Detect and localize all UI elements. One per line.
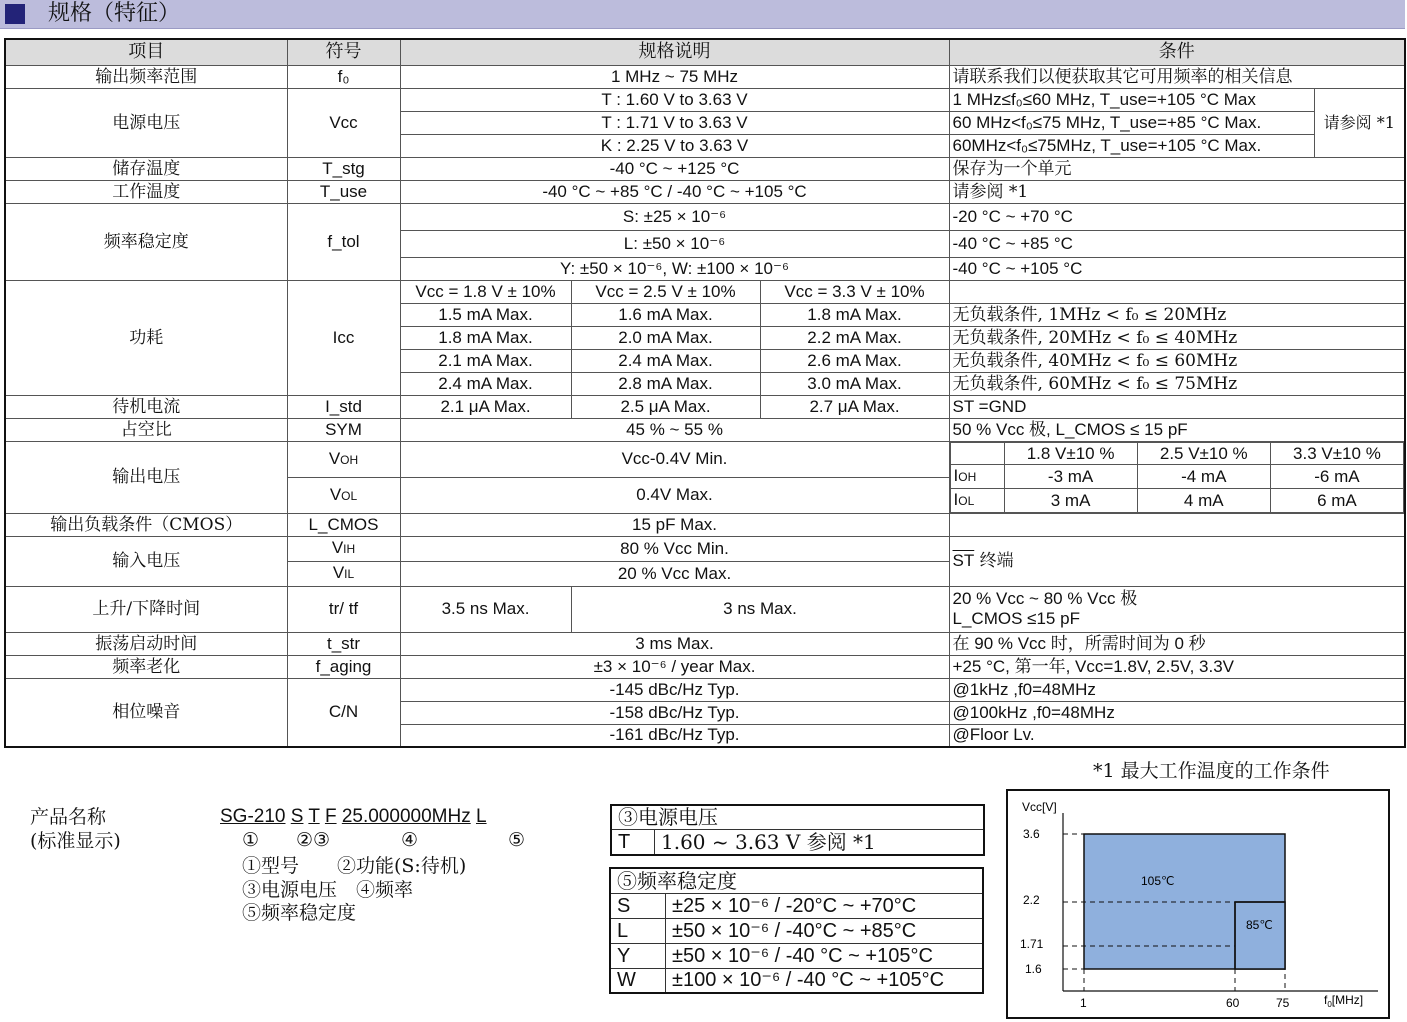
- y-tick: 2.2: [1023, 893, 1040, 907]
- ftol-value: ±50 × 10⁻⁶ / -40 °C ~ +105°C: [666, 943, 984, 968]
- operating-range-diagram: [1006, 789, 1390, 1019]
- ioh-val: -4 mA: [1137, 464, 1270, 488]
- istd-val: 2.5 μA Max.: [571, 395, 760, 418]
- iol-val: 3 mA: [1004, 488, 1137, 512]
- item: 输出频率范围: [5, 65, 287, 88]
- item: 工作温度: [5, 180, 287, 203]
- oc-head: 1.8 V±10 %: [1004, 442, 1137, 464]
- y-tick: 1.6: [1025, 962, 1042, 976]
- model-code: SG-210 S T F 25.000000MHz L: [220, 806, 487, 827]
- spec: 20 % Vcc Max.: [400, 561, 949, 586]
- row-sym: [5, 418, 1405, 441]
- icc-val: 1.8 mA Max.: [400, 326, 571, 349]
- vcc-code: T: [611, 829, 655, 855]
- spec: K : 2.25 V to 3.63 V: [400, 134, 949, 157]
- x-tick: 60: [1226, 996, 1240, 1010]
- header-cond: 条件: [949, 39, 1405, 65]
- cond-empty: [949, 280, 1405, 303]
- cond: -40 °C ~ +105 °C: [949, 257, 1405, 280]
- region-85c: [1235, 902, 1285, 969]
- cond: 请联系我们以便获取其它可用频率的相关信息: [949, 65, 1405, 88]
- section-header: [0, 0, 1405, 29]
- ftol-code: L: [610, 918, 666, 943]
- symbol: f_tol: [287, 203, 400, 280]
- symbol: f_aging: [287, 655, 400, 678]
- spec: 3 ms Max.: [400, 632, 949, 655]
- symbol: tr/ tf: [287, 586, 400, 632]
- row-lcmos: [5, 513, 1405, 536]
- spec: 15 pF Max.: [400, 513, 949, 536]
- product-name-label: 产品名称 (标准显示): [30, 806, 121, 852]
- symbol: L_CMOS: [287, 513, 400, 536]
- iol-label: IOL: [950, 488, 1004, 512]
- y-axis-label: Vcc[V]: [1022, 800, 1057, 814]
- oc-blank: [950, 442, 1004, 464]
- spec: T : 1.71 V to 3.63 V: [400, 111, 949, 134]
- operating-range-svg: [1008, 791, 1388, 1017]
- spec: -40 °C ~ +85 °C / -40 °C ~ +105 °C: [400, 180, 949, 203]
- cond: 60 MHz<f₀≤75 MHz, T_use=+85 °C Max.: [949, 111, 1314, 134]
- cond: 20 % Vcc ~ 80 % Vcc 极 L_CMOS ≤15 pF: [949, 586, 1405, 632]
- vcc-code-table: [610, 804, 985, 856]
- item: 振荡启动时间: [5, 632, 287, 655]
- cond: ST =GND: [949, 395, 1405, 418]
- symbol: SYM: [287, 418, 400, 441]
- item: 输出负载条件（CMOS）: [5, 513, 287, 536]
- region-105c-label: 105℃: [1141, 874, 1175, 888]
- cond: @1kHz ,f0=48MHz: [949, 678, 1405, 701]
- spec: L: ±50 × 10⁻⁶: [400, 230, 949, 257]
- istd-val: 2.7 μA Max.: [760, 395, 949, 418]
- row-vih: [5, 536, 1405, 561]
- istd-val: 2.1 μA Max.: [400, 395, 571, 418]
- symbol-vil: VIL: [287, 561, 400, 586]
- icc-val: 2.0 mA Max.: [571, 326, 760, 349]
- icc-val: 1.8 mA Max.: [760, 303, 949, 326]
- header-item: 项目: [5, 39, 287, 65]
- symbol: I_std: [287, 395, 400, 418]
- ioh-label: IOH: [950, 464, 1004, 488]
- spec: Vcc-0.4V Min.: [400, 441, 949, 477]
- cond: 50 % Vcc 极, L_CMOS ≤ 15 pF: [949, 418, 1405, 441]
- icc-col: Vcc = 3.3 V ± 10%: [760, 280, 949, 303]
- ftol-value: ±100 × 10⁻⁶ / -40 °C ~ +105°C: [666, 968, 984, 993]
- row-ftol: [5, 203, 1405, 230]
- row-istd: [5, 395, 1405, 418]
- symbol: C/N: [287, 678, 400, 747]
- cond: 无负载条件, 60MHz < f₀ ≤ 75MHz: [949, 372, 1405, 395]
- symbol: f₀: [287, 65, 400, 88]
- item: 输入电压: [5, 536, 287, 586]
- symbol-voh: VOH: [287, 441, 400, 477]
- row-tstr: [5, 632, 1405, 655]
- spec: 0.4V Max.: [400, 477, 949, 513]
- header-row: [5, 39, 1405, 65]
- item: 功耗: [5, 280, 287, 395]
- cond-empty: [949, 513, 1405, 536]
- item: 输出电压: [5, 441, 287, 513]
- spec: -161 dBc/Hz Typ.: [400, 724, 949, 747]
- ioh-val: -3 mA: [1004, 464, 1137, 488]
- ftol-code-table: [609, 867, 984, 994]
- cond: 无负载条件, 40MHz < f₀ ≤ 60MHz: [949, 349, 1405, 372]
- spec: -40 °C ~ +125 °C: [400, 157, 949, 180]
- ftol-code: S: [610, 893, 666, 918]
- cond: @Floor Lv.: [949, 724, 1405, 747]
- row-freq: [5, 65, 1405, 88]
- row-icc-head: [5, 280, 1405, 303]
- iol-val: 4 mA: [1137, 488, 1270, 512]
- icc-val: 2.8 mA Max.: [571, 372, 760, 395]
- header-spec: 规格说明: [400, 39, 949, 65]
- spec: 3.5 ns Max.: [400, 586, 571, 632]
- output-current-table: [950, 442, 1405, 513]
- oc-head: 2.5 V±10 %: [1137, 442, 1270, 464]
- ftol-code: Y: [610, 943, 666, 968]
- item: 储存温度: [5, 157, 287, 180]
- cond: -40 °C ~ +85 °C: [949, 230, 1405, 257]
- ioh-val: -6 mA: [1270, 464, 1403, 488]
- symbol: Vcc: [287, 88, 400, 157]
- icc-val: 2.4 mA Max.: [400, 372, 571, 395]
- item: 占空比: [5, 418, 287, 441]
- symbol-vol: VOL: [287, 477, 400, 513]
- icc-val: 2.2 mA Max.: [760, 326, 949, 349]
- icc-val: 1.6 mA Max.: [571, 303, 760, 326]
- row-cn: [5, 678, 1405, 701]
- icc-val: 2.4 mA Max.: [571, 349, 760, 372]
- cond: 无负载条件, 20MHz < f₀ ≤ 40MHz: [949, 326, 1405, 349]
- spec: T : 1.60 V to 3.63 V: [400, 88, 949, 111]
- cond: 请参阅 *1: [949, 180, 1405, 203]
- cond: -20 °C ~ +70 °C: [949, 203, 1405, 230]
- item: 相位噪音: [5, 678, 287, 747]
- cond: 1 MHz≤f₀≤60 MHz, T_use=+105 °C Max: [949, 88, 1314, 111]
- section-title: 规格（特征）: [48, 1, 181, 26]
- icc-val: 1.5 mA Max.: [400, 303, 571, 326]
- cond: $\overline{ST}$ 终端: [949, 536, 1405, 586]
- spec: -158 dBc/Hz Typ.: [400, 701, 949, 724]
- symbol: t_str: [287, 632, 400, 655]
- x-tick: 75: [1276, 996, 1290, 1010]
- ftol-value: ±25 × 10⁻⁶ / -20°C ~ +70°C: [666, 893, 984, 918]
- spec: 1 MHz ~ 75 MHz: [400, 65, 949, 88]
- iol-val: 6 mA: [1270, 488, 1403, 512]
- item: 待机电流: [5, 395, 287, 418]
- spec: 80 % Vcc Min.: [400, 536, 949, 561]
- item: 上升/下降时间: [5, 586, 287, 632]
- cond: @100kHz ,f0=48MHz: [949, 701, 1405, 724]
- symbol: Icc: [287, 280, 400, 395]
- footnote: *1 最大工作温度的工作条件: [1093, 760, 1330, 782]
- row-voh: [5, 441, 1405, 477]
- vcc-value: 1.60 ~ 3.63 V 参阅 *1: [655, 829, 985, 855]
- ftol-table-title: ⑤频率稳定度: [610, 868, 983, 893]
- spec: 3 ns Max.: [571, 586, 949, 632]
- cond: 无负载条件, 1MHz < f₀ ≤ 20MHz: [949, 303, 1405, 326]
- row-trtf: [5, 586, 1405, 632]
- item: 频率老化: [5, 655, 287, 678]
- spec: S: ±25 × 10⁻⁶: [400, 203, 949, 230]
- item: 电源电压: [5, 88, 287, 157]
- icc-val: 2.6 mA Max.: [760, 349, 949, 372]
- symbol: T_use: [287, 180, 400, 203]
- y-tick: 3.6: [1023, 827, 1040, 841]
- cond-ref: 请参阅 *1: [1314, 88, 1405, 157]
- row-aging: [5, 655, 1405, 678]
- row-tuse: [5, 180, 1405, 203]
- item: 频率稳定度: [5, 203, 287, 280]
- cond: 保存为一个单元: [949, 157, 1405, 180]
- y-tick: 1.71: [1020, 937, 1044, 951]
- icc-col: Vcc = 2.5 V ± 10%: [571, 280, 760, 303]
- header-symbol: 符号: [287, 39, 400, 65]
- header-square-icon: [5, 4, 25, 24]
- icc-val: 2.1 mA Max.: [400, 349, 571, 372]
- spec: ±3 × 10⁻⁶ / year Max.: [400, 655, 949, 678]
- ftol-value: ±50 × 10⁻⁶ / -40°C ~ +85°C: [666, 918, 984, 943]
- oc-head: 3.3 V±10 %: [1270, 442, 1403, 464]
- region-85c-label: 85℃: [1246, 918, 1273, 932]
- spec: Y: ±50 × 10⁻⁶, W: ±100 × 10⁻⁶: [400, 257, 949, 280]
- icc-val: 3.0 mA Max.: [760, 372, 949, 395]
- x-axis-label: $f_0[MHz]$: [1324, 993, 1364, 1009]
- row-vcc: [5, 88, 1405, 111]
- output-current-cell: [949, 441, 1405, 513]
- icc-col: Vcc = 1.8 V ± 10%: [400, 280, 571, 303]
- vcc-table-title: ③电源电压: [611, 805, 984, 829]
- row-tstg: [5, 157, 1405, 180]
- spec-table: [4, 38, 1406, 748]
- ftol-code: W: [610, 968, 666, 993]
- x-tick: 1: [1080, 996, 1087, 1010]
- cond: 在 90 % Vcc 时，所需时间为 0 秒: [949, 632, 1405, 655]
- cond: 60MHz<f₀≤75MHz, T_use=+105 °C Max.: [949, 134, 1314, 157]
- spec: -145 dBc/Hz Typ.: [400, 678, 949, 701]
- symbol-vih: VIH: [287, 536, 400, 561]
- cond: +25 °C, 第一年, Vcc=1.8V, 2.5V, 3.3V: [949, 655, 1405, 678]
- symbol: T_stg: [287, 157, 400, 180]
- model-legend: ①型号 ②功能(S:待机) ③电源电压 ④频率 ⑤频率稳定度: [242, 855, 467, 924]
- spec: 45 % ~ 55 %: [400, 418, 949, 441]
